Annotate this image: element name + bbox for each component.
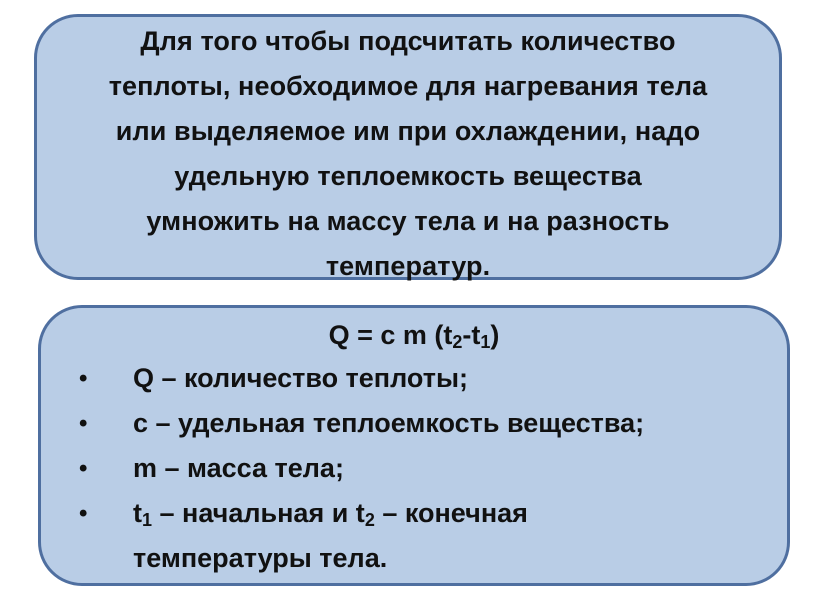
definitions-list xyxy=(65,356,763,581)
bullet-icon: • xyxy=(79,455,88,482)
definition-t: • $t_1$ – начальная и $t_2$ – конечная температуры тела. xyxy=(65,491,763,581)
rule-line: теплоты, необходимое для нагревания тела xyxy=(108,71,708,101)
formula-card xyxy=(38,305,790,586)
rule-card xyxy=(34,14,782,280)
bullet-icon: • xyxy=(79,410,88,437)
definition-c: • c – удельная теплоемкость вещества; xyxy=(65,401,763,446)
rule-text xyxy=(57,19,759,289)
rule-line: Для того чтобы подсчитать количество xyxy=(140,26,676,56)
definition-m: • m – масса тела; xyxy=(65,446,763,491)
rule-line: или выделяемое им при охлаждении, надо xyxy=(115,116,701,146)
bullet-icon: • xyxy=(79,500,88,527)
rule-line: температур. xyxy=(325,251,491,281)
heat-formula: Q = c m $(t_2-t_1)$ xyxy=(328,320,500,352)
definition-q: • Q – количество теплоты; xyxy=(65,356,763,401)
rule-line: умножить на массу тела и на разность xyxy=(146,206,670,236)
rule-line: удельную теплоемкость вещества xyxy=(174,161,642,191)
bullet-icon: • xyxy=(79,365,88,392)
